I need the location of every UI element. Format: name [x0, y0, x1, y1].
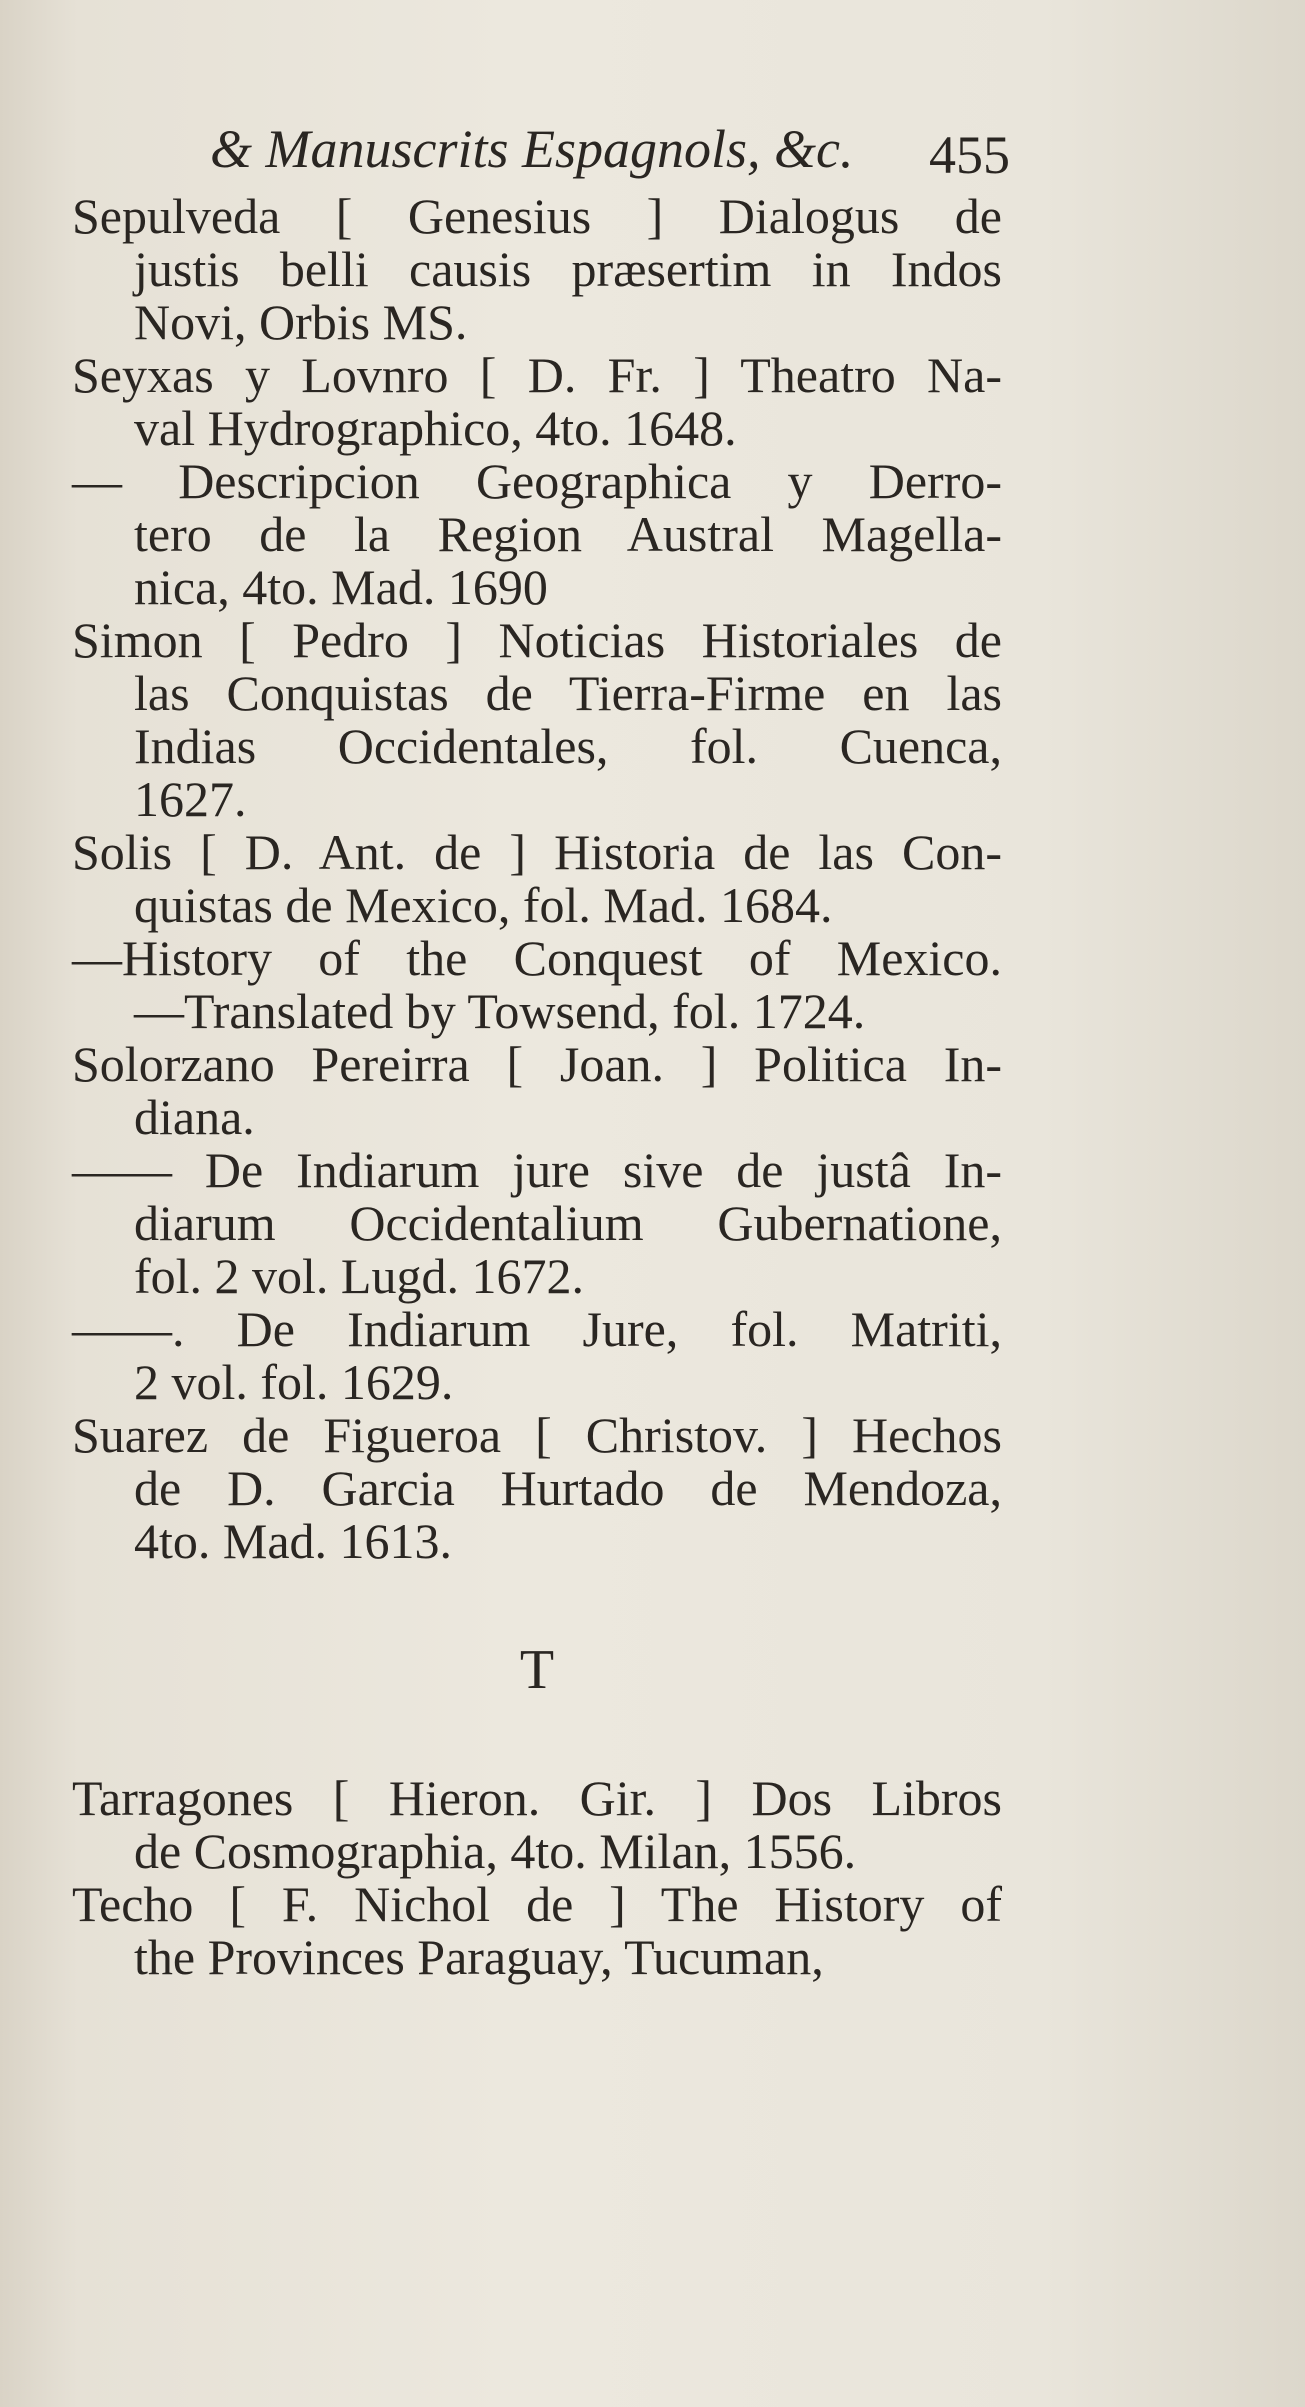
- bibliography-entry: [72, 1144, 1002, 1303]
- entry-line: Solorzano Pereirra [ Joan. ] Politica In-: [72, 1036, 1002, 1092]
- entry-line: Seyxas y Lovnro [ D. Fr. ] Theatro Na-: [72, 347, 1002, 403]
- entry-line: —History of the Conquest of Mexico.: [72, 930, 1002, 986]
- bibliography-entry: [72, 190, 1002, 349]
- bibliography-entry: [72, 1878, 1002, 1984]
- entry-line: — Descripcion Geographica y Derro-: [72, 453, 1002, 509]
- entry-line: —— De Indiarum jure sive de justâ In-: [72, 1142, 1002, 1198]
- entry-line: ——. De Indiarum Jure, fol. Matriti,: [72, 1301, 1002, 1357]
- entry-line: Sepulveda [ Genesius ] Dialogus de: [72, 188, 1002, 244]
- bibliography-entry: [72, 1772, 1002, 1878]
- entry-line: tero de la Region Austral Magella-: [134, 506, 1002, 562]
- section-letter: T: [519, 1639, 555, 1701]
- entry-line: Indias Occidentales, fol. Cuenca,: [134, 718, 1002, 774]
- bibliography-entry: [72, 349, 1002, 455]
- entry-line: Techo [ F. Nichol de ] The History of: [72, 1876, 1002, 1932]
- bibliography-entry: [72, 1038, 1002, 1144]
- entry-line: val Hydrographico, 4to. 1648.: [134, 400, 737, 456]
- entry-line: 2 vol. fol. 1629.: [134, 1354, 454, 1410]
- entry-line: diana.: [134, 1089, 255, 1145]
- entry-line: las Conquistas de Tierra-Firme en las: [134, 665, 1002, 721]
- bibliography-entry: [72, 1303, 1002, 1409]
- entry-line: diarum Occidentalium Gubernatione,: [134, 1195, 1002, 1251]
- page-number: 455: [929, 125, 1010, 185]
- entry-line: de Cosmographia, 4to. Milan, 1556.: [134, 1823, 857, 1879]
- entry-line: Solis [ D. Ant. de ] Historia de las Con-: [72, 824, 1002, 880]
- bibliography-entry: [72, 826, 1002, 932]
- entry-line: de D. Garcia Hurtado de Mendoza,: [134, 1460, 1002, 1516]
- page-content: [72, 190, 1002, 1984]
- entry-line: the Provinces Paraguay, Tucuman,: [134, 1929, 824, 1985]
- page-header: [210, 118, 1010, 188]
- entry-list-t: [72, 1772, 1002, 1984]
- bibliography-entry: [72, 1409, 1002, 1568]
- entry-line: Simon [ Pedro ] Noticias Historiales de: [72, 612, 1002, 668]
- entry-line: quistas de Mexico, fol. Mad. 1684.: [134, 877, 833, 933]
- bibliography-entry: [72, 614, 1002, 826]
- entry-line: Suarez de Figueroa [ Christov. ] Hechos: [72, 1407, 1002, 1463]
- bibliography-entry: [72, 932, 1002, 1038]
- running-title: & Manuscrits Espagnols, &c.: [210, 119, 854, 179]
- entry-line: Tarragones [ Hieron. Gir. ] Dos Libros: [72, 1770, 1002, 1826]
- entry-line: nica, 4to. Mad. 1690: [134, 559, 548, 615]
- entry-line: 4to. Mad. 1613.: [134, 1513, 453, 1569]
- entry-line: justis belli causis præsertim in Indos: [134, 241, 1002, 297]
- entry-line: Novi, Orbis MS.: [134, 294, 468, 350]
- entry-line: 1627.: [134, 771, 247, 827]
- entry-line: —Translated by Towsend, fol. 1724.: [134, 983, 866, 1039]
- bibliography-entry: [72, 455, 1002, 614]
- entry-line: fol. 2 vol. Lugd. 1672.: [134, 1248, 584, 1304]
- entry-list-s: [72, 190, 1002, 1568]
